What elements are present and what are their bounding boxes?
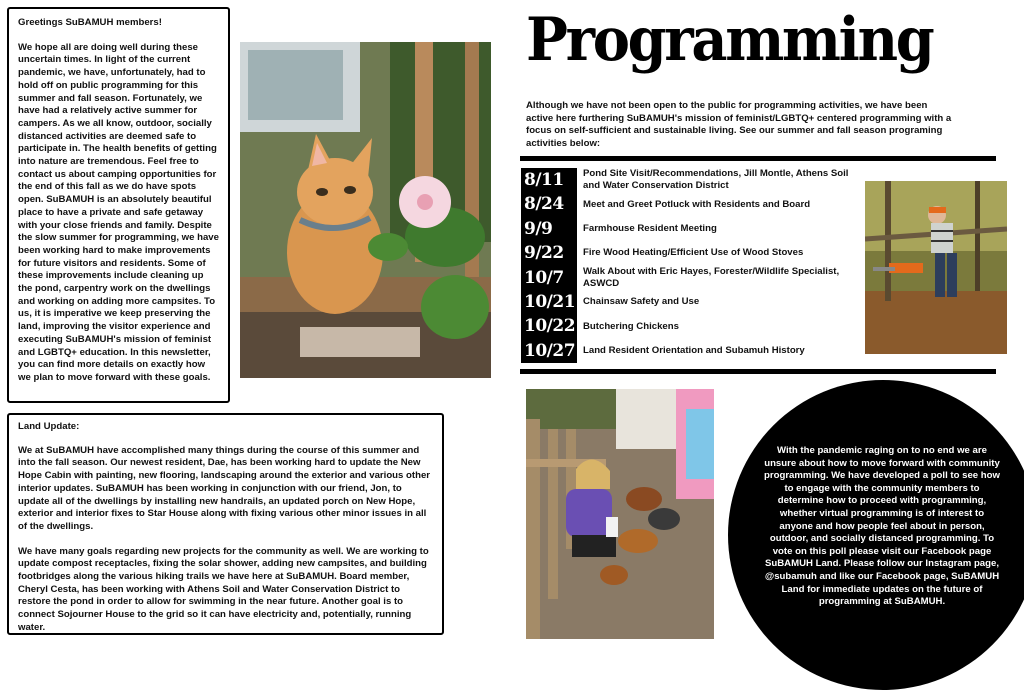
schedule-event: Butchering Chickens bbox=[583, 320, 679, 332]
schedule-date: 10/7 bbox=[521, 266, 577, 290]
schedule-date: 10/22 bbox=[521, 314, 577, 338]
poll-text: With the pandemic raging on to no end we are unsure about how to move forward with community programming. We have developed a poll to see how to engage with the community members to determine how to proceed with programming, whether virtual programming is of interest to anyone and how people feel about in person, outdoor, and socially distanced programming. To vote on this poll please visit our Facebook page SuBAMUH Land. Please follow our Instagram page, @subamuh and like our Facebook page, SuBAMUH Land for immediate updates on the future of programming at SuBAMUH. bbox=[764, 445, 1000, 608]
schedule-row bbox=[521, 290, 866, 314]
programming-intro: Although we have not been open to the public for programming activities, we have been active here furthering SuBAMUH's mission of feminist/LGBTQ+ centered programming with a focus on self-sufficient and sustainable living. See our summer and fall season programing activities below: bbox=[526, 100, 952, 149]
schedule-event: Meet and Greet Potluck with Residents and Board bbox=[583, 198, 811, 210]
page-title: Programming bbox=[526, 5, 933, 75]
schedule-event: Fire Wood Heating/Efficient Use of Wood Stoves bbox=[583, 247, 804, 259]
divider-bottom bbox=[520, 369, 996, 374]
chainsaw-photo bbox=[865, 181, 1007, 354]
schedule-row bbox=[521, 266, 866, 290]
schedule-row bbox=[521, 314, 866, 338]
land-update-heading: Land Update: bbox=[18, 421, 80, 432]
schedule-date: 8/11 bbox=[521, 168, 577, 192]
divider-top bbox=[520, 156, 996, 161]
schedule-date: 10/21 bbox=[521, 290, 577, 314]
schedule-row bbox=[521, 217, 866, 241]
schedule-date: 9/22 bbox=[521, 241, 577, 265]
schedule-date: 10/27 bbox=[521, 339, 577, 363]
schedule-event: Land Resident Orientation and Subamuh History bbox=[583, 345, 805, 357]
schedule-event: Chainsaw Safety and Use bbox=[583, 296, 700, 308]
land-update-box bbox=[7, 413, 444, 635]
greeting-box bbox=[7, 7, 230, 403]
schedule-row bbox=[521, 339, 866, 363]
schedule-date: 9/9 bbox=[521, 217, 577, 241]
schedule-row bbox=[521, 168, 866, 192]
schedule-row bbox=[521, 192, 866, 216]
greeting-body: We hope all are doing well during these uncertain times. In light of the current pandemic, we have, unfortunately, had to hold off on public programming for this summer and fall season. Fortunately, we have had a relatively active summer for campers. As we all know, outdoor, socially distanced activities are deemed safe to participate in. The health benefits of getting into nature are tremendous. Feel free to contact us about camping opportunities for the end of this fall as we do have spots open. SuBAMUH is an absolutely beautiful place to have a private and safe getaway with your close friends and family. Despite the slow summer for programming, we have been working hard to make improvements for future visitors and residents. Some of these improvements include cleaning up the pond, carpentry work on the dwellings and working on adding more campsites. To us, it is imperative we keep preserving the land, improving the visitor experience and executing SuBAMUH's mission of feminist and LGBTQ+ education. In this newsletter, you can find more details on exactly how we plan to move forward with these goals. bbox=[18, 41, 219, 383]
kitten-photo bbox=[240, 42, 491, 378]
schedule-event: Walk About with Eric Hayes, Forester/Wildlife Specialist, ASWCD bbox=[583, 265, 840, 289]
greeting-salutation: Greetings SuBAMUH members! bbox=[18, 17, 162, 28]
land-update-paragraph-1: We at SuBAMUH have accomplished many things during the course of this summer and into the fall season. Our newest resident, Dae, has been working hard to update the New Hope Cabin with painting, new flooring, landscaping around the exterior and various other interior updates. SuBAMUH has been working in conjunction with our friend, Jon, to update all of the dwellings by installing new handrails, an updated porch on New Hope, exterior and interior fixes to Star House along with fixing various other minor issues in all of the dwellings. bbox=[18, 444, 431, 532]
schedule-row bbox=[521, 241, 866, 265]
schedule-event: Pond Site Visit/Recommendations, Jill Montle, Athens Soil and Water Conservation District bbox=[583, 168, 849, 192]
schedule-list bbox=[521, 168, 866, 363]
schedule-date: 8/24 bbox=[521, 192, 577, 216]
schedule-event: Farmhouse Resident Meeting bbox=[583, 223, 717, 235]
chickens-photo bbox=[526, 389, 714, 639]
land-update-paragraph-2: We have many goals regarding new projects for the community as well. We are working to update compost receptacles, fixing the solar shower, adding new campsites, and building footbridges along the various hiking trails we have here at SuBAMUH. Board member, Cheryl Cesta, has been working with Athens Soil and Water Conservation District to restore the pond in order to allow for swimming in the near future. Another goal is to connect Sojourner House to the grid so it can have electricity and, potentially, running water. bbox=[18, 545, 429, 633]
